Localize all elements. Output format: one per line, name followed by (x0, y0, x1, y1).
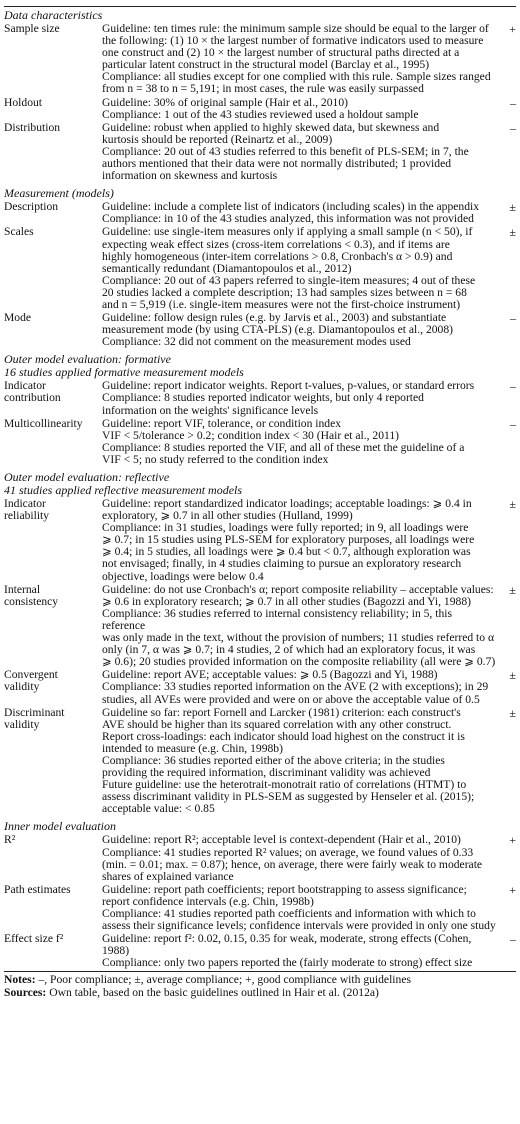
row-content (102, 834, 496, 882)
row-content-line: objective, loadings were below 0.4 (102, 569, 264, 583)
row-content-line: (min. = 0.01; max. = 0.87); hence, on average, there were fairly weak to moderate (102, 857, 483, 871)
row-label-line: Mode (4, 311, 32, 325)
row-content-line: Report cross-loadings: each indicator should load highest on the construct it is (102, 729, 465, 743)
row-content (102, 498, 496, 583)
compliance-rating: + (509, 833, 516, 848)
row-label (4, 380, 98, 416)
section-title: Data characteristics (4, 8, 103, 22)
row-label (4, 418, 98, 466)
row-content-line: ⩾ 0.4; in 5 studies, all loadings were ⩾ 0.4 but < 0.7, although exploration was (102, 545, 471, 559)
row-label (4, 707, 98, 816)
row-content-line: Guideline: report f²: 0.02, 0.15, 0.35 for weak, moderate, strong effects (Cohen, 1988) (102, 932, 472, 958)
row-label-line: Effect size f² (4, 932, 64, 946)
row-content (102, 418, 496, 466)
row-content-line: particular latent construct in the structural model (Barclay et al., 1995) (102, 58, 430, 72)
section-gap (4, 466, 516, 469)
row-content-line: not envisaged; finally, in 4 studies claiming to pursue an exploratory research (102, 557, 462, 571)
row-label-line: Path estimates (4, 882, 71, 896)
row-label (4, 122, 98, 182)
row-content-line: expecting weak effect sizes (cross-item correlations < 0.3), and if items are (102, 237, 450, 251)
row-content (102, 584, 496, 669)
compliance-rating: ± (509, 225, 516, 240)
row-content-line: Compliance: 36 studies referred to internal consistency reliability; in 5, this reference (102, 606, 452, 632)
row-content (102, 312, 496, 348)
compliance-rating: – (510, 379, 516, 394)
row-content-line: Guideline: report indicator weights. Report t-values, p-values, or standard errors (102, 379, 475, 393)
table-row (4, 834, 516, 882)
row-content-line: intended to measure (e.g. Chin, 1998b) (102, 741, 283, 755)
table-row (4, 122, 516, 182)
row-content-line: was only made in the text, without the provision of numbers; 11 studies referred to α (102, 631, 495, 645)
row-content-line: Guideline: report AVE; acceptable values: ⩾ 0.5 (Bagozzi and Yi, 1988) (102, 668, 438, 682)
row-content-line: Compliance: in 31 studies, loadings were fully reported; in 9, all loadings were (102, 521, 469, 535)
row-content-line: semantically redundant (Diamantopoulos et al., 2012) (102, 261, 352, 275)
row-content (102, 23, 496, 96)
row-label-line: Holdout (4, 95, 43, 109)
section-subtitle: 16 studies applied formative measurement models (4, 365, 244, 380)
row-label (4, 933, 98, 969)
row-label (4, 226, 98, 311)
table-row (4, 201, 516, 225)
row-label-line: reliability (4, 509, 50, 523)
row-content-line: assess their significance levels; confidence intervals were provided in only one study (102, 919, 496, 933)
table-section (4, 471, 516, 815)
row-content-line: acceptable value: < 0.85 (102, 802, 215, 816)
compliance-rating: + (509, 22, 516, 36)
row-label (4, 97, 98, 121)
table-row (4, 23, 516, 96)
row-content (102, 380, 496, 416)
row-label-line: Distribution (4, 120, 61, 134)
table-row (4, 584, 516, 669)
row-content-line: Guideline: do not use Cronbach's α; report composite reliability – acceptable values: (102, 582, 494, 596)
row-content-line: Guideline: include a complete list of indicators (including scales) in the appendix (102, 200, 480, 214)
compliance-rating: – (510, 95, 516, 110)
row-content-line: ⩾ 0.6 in exploratory research; ⩾ 0.7 in all other studies (Bagozzi and Yi, 1988) (102, 594, 471, 608)
row-content-line: information on skewness and kurtosis (102, 169, 278, 183)
table-section (4, 353, 516, 466)
row-content-line: one construct and (2) 10 × the largest number of structural paths directed at a (102, 46, 460, 60)
table-row (4, 669, 516, 705)
row-label (4, 584, 98, 669)
table-row (4, 498, 516, 583)
row-label (4, 834, 98, 882)
row-content-line: report confidence intervals (e.g. Chin, 1998b) (102, 894, 314, 908)
row-content-line: only (in 7, α was ⩾ 0.7; in 4 studies, 2 of which had an exploratory focus, it was (102, 643, 476, 657)
compliance-rating: ± (509, 582, 516, 597)
row-content-line: Compliance: only two papers reported the (fairly moderate to strong) effect size (102, 956, 473, 970)
compliance-rating: ± (509, 705, 516, 720)
row-label (4, 23, 98, 96)
row-content-line: AVE should be higher than its squared correlation with any other construct. (102, 717, 452, 731)
row-content (102, 669, 496, 705)
section-title: Inner model evaluation (4, 819, 116, 834)
table-row (4, 707, 516, 816)
row-content-line: Compliance: 41 studies reported path coefficients and information with which to (102, 907, 476, 920)
section-title: Outer model evaluation: reflective (4, 470, 170, 484)
row-label (4, 884, 98, 932)
compliance-rating: – (510, 120, 516, 135)
row-content-line: Compliance: 1 out of the 43 studies reviewed used a holdout sample (102, 107, 419, 121)
row-content (102, 707, 496, 816)
row-content-line: Guideline: robust when applied to highly skewed data, but skewness and (102, 120, 440, 134)
table-row (4, 418, 516, 466)
row-content-line: Guideline: report VIF, tolerance, or condition index (102, 416, 342, 430)
compliance-rating: ± (509, 200, 516, 215)
sources-text: Own table, based on the basic guidelines outlined in Hair et al. (2012a) (46, 985, 379, 999)
row-content-line: Guideline so far: report Fornell and Larcker (1981) criterion: each construct's (102, 705, 461, 719)
notes-label: Notes: (4, 973, 36, 987)
compliance-rating: ± (509, 668, 516, 683)
row-content-line: shares of explained variance (102, 869, 234, 883)
section-gap (4, 182, 516, 185)
row-content-line: Compliance: 8 studies reported indicator weights, but only 4 reported (102, 391, 424, 405)
row-content-line: Guideline: 30% of original sample (Hair et al., 2010) (102, 95, 348, 109)
row-content (102, 226, 496, 311)
row-content-line: kurtosis should be reported (Reinartz et al., 2009) (102, 132, 333, 146)
guidelines-table (4, 9, 516, 969)
row-content-line: Guideline: ten times rule: the minimum sample size should be equal to the larger of (102, 22, 489, 35)
row-content-line: Compliance: 33 studies reported information on the AVE (2 with exceptions); in 29 (102, 680, 489, 694)
section-subtitle: 41 studies applied reflective measurement models (4, 483, 243, 497)
row-content-line: exploratory, ⩾ 0.7 in all other studies (Hulland, 1999) (102, 509, 353, 523)
row-label-line: Internal (4, 582, 41, 596)
section-title: Outer model evaluation: formative (4, 352, 171, 367)
sources-label: Sources: (4, 985, 47, 999)
compliance-rating: + (509, 882, 516, 897)
row-label (4, 312, 98, 348)
row-content-line: information on the weights' significance levels (102, 403, 319, 417)
row-content-line: Compliance: 8 studies reported the VIF, and all of these met the guideline of a (102, 440, 465, 454)
row-label-line: Indicator (4, 379, 46, 393)
row-content-line: VIF < 5; no study referred to the condition index (102, 452, 329, 466)
row-content-line: Compliance: 20 out of 43 papers referred to single-item measures; 4 out of these (102, 273, 476, 287)
row-label-line: contribution (4, 391, 61, 405)
section-title: Measurement (models) (4, 186, 114, 201)
row-label-line: Sample size (4, 22, 60, 35)
table-row (4, 97, 516, 121)
row-content-line: providing the required information, discriminant validity was achieved (102, 766, 431, 780)
row-content-line: from n = 38 to n = 5,191; in most cases, the rule was easily surpassed (102, 82, 424, 96)
row-label-line: Indicator (4, 497, 46, 510)
row-content-line: 20 studies lacked a complete description; 13 had samples sizes between n = 68 (102, 285, 467, 299)
compliance-rating: ± (509, 497, 516, 511)
row-content (102, 933, 496, 969)
row-content (102, 201, 496, 225)
row-label (4, 201, 98, 225)
row-content-line: and n = 5,919 (i.e. single-item measures were not the first-choice instrument) (102, 297, 461, 311)
row-content-line: Guideline: report path coefficients; report bootstrapping to assess significance; (102, 882, 467, 896)
row-label-line: Scales (4, 225, 34, 239)
row-label-line: validity (4, 680, 40, 694)
row-label-line: R² (4, 833, 16, 847)
row-content-line: Guideline: follow design rules (e.g. by Jarvis et al., 2003) and substantiate (102, 311, 447, 325)
table-section (4, 9, 516, 182)
table-row (4, 884, 516, 932)
row-label-line: Convergent (4, 668, 58, 682)
row-content-line: assess discriminant validity in PLS-SEM as suggested by Henseler et al. (2015); (102, 790, 475, 804)
row-label-line: validity (4, 717, 40, 731)
bottom-rule (4, 971, 516, 972)
section-gap (4, 815, 516, 818)
row-label (4, 498, 98, 583)
table-row (4, 380, 516, 416)
row-content-line: Compliance: all studies except for one complied with this rule. Sample sizes ranged (102, 70, 491, 84)
row-content-line: ⩾ 0.7; in 15 studies using PLS-SEM for exploratory purposes, all loadings were (102, 533, 475, 547)
notes-text: –, Poor compliance; ±, average compliance; +, good compliance with guidelines (35, 973, 411, 987)
row-label (4, 669, 98, 705)
row-content (102, 97, 496, 121)
compliance-rating: – (510, 416, 516, 431)
table-row (4, 933, 516, 969)
compliance-rating: – (510, 932, 516, 947)
row-content-line: the following: (1) 10 × the largest number of formative indicators used to measure (102, 34, 484, 48)
row-label-line: Description (4, 200, 59, 214)
section-gap (4, 348, 516, 351)
table-sources (4, 987, 516, 999)
compliance-rating: – (510, 311, 516, 326)
row-content (102, 122, 496, 182)
row-content-line: Compliance: 20 out of 43 studies referred to this benefit of PLS-SEM; in 7, the (102, 144, 469, 158)
row-content-line: Compliance: in 10 of the 43 studies analyzed, this information was not provided (102, 212, 474, 226)
row-content-line: Guideline: report standardized indicator loadings; acceptable loadings: ⩾ 0.4 in (102, 497, 472, 510)
row-content-line: measurement mode (by using CTA-PLS) (e.g. Diamantopoulos et al., 2008) (102, 323, 454, 337)
table-section (4, 820, 516, 969)
row-content-line: highly homogeneous (inter-item correlations > 0.8, Cronbach's α > 0.9) and (102, 249, 453, 263)
row-label-line: consistency (4, 594, 59, 608)
row-content-line: studies, all AVEs were provided and were on or above the acceptable value of 0.5 (102, 692, 480, 706)
table-row (4, 226, 516, 311)
row-content-line: Compliance: 32 did not comment on the measurement modes used (102, 335, 411, 349)
table-section (4, 187, 516, 348)
row-content-line: Compliance: 41 studies reported R² values; on average, we found values of 0.33 (102, 845, 474, 859)
row-label-line: Multicollinearity (4, 416, 83, 430)
table-row (4, 312, 516, 348)
row-content-line: Compliance: 36 studies reported either of the above criteria; in the studies (102, 753, 445, 767)
row-content-line: VIF < 5/tolerance > 0.2; condition index < 30 (Hair et al., 2011) (102, 428, 400, 442)
row-label-line: Discriminant (4, 705, 65, 719)
row-content-line: Guideline: use single-item measures only if applying a small sample (n < 50), if (102, 225, 473, 239)
row-content-line: Guideline: report R²; acceptable level is context-dependent (Hair et al., 2010) (102, 833, 461, 847)
top-rule (4, 6, 516, 7)
row-content (102, 884, 496, 932)
row-content-line: ⩾ 0.6); 20 studies provided information on the composite reliability (all were ⩾ 0.7) (102, 655, 496, 669)
row-content-line: Future guideline: use the heterotrait-monotrait ratio of correlations (HTMT) to (102, 778, 467, 792)
row-content-line: authors mentioned that their data were not normally distributed; 1 provided (102, 157, 452, 171)
